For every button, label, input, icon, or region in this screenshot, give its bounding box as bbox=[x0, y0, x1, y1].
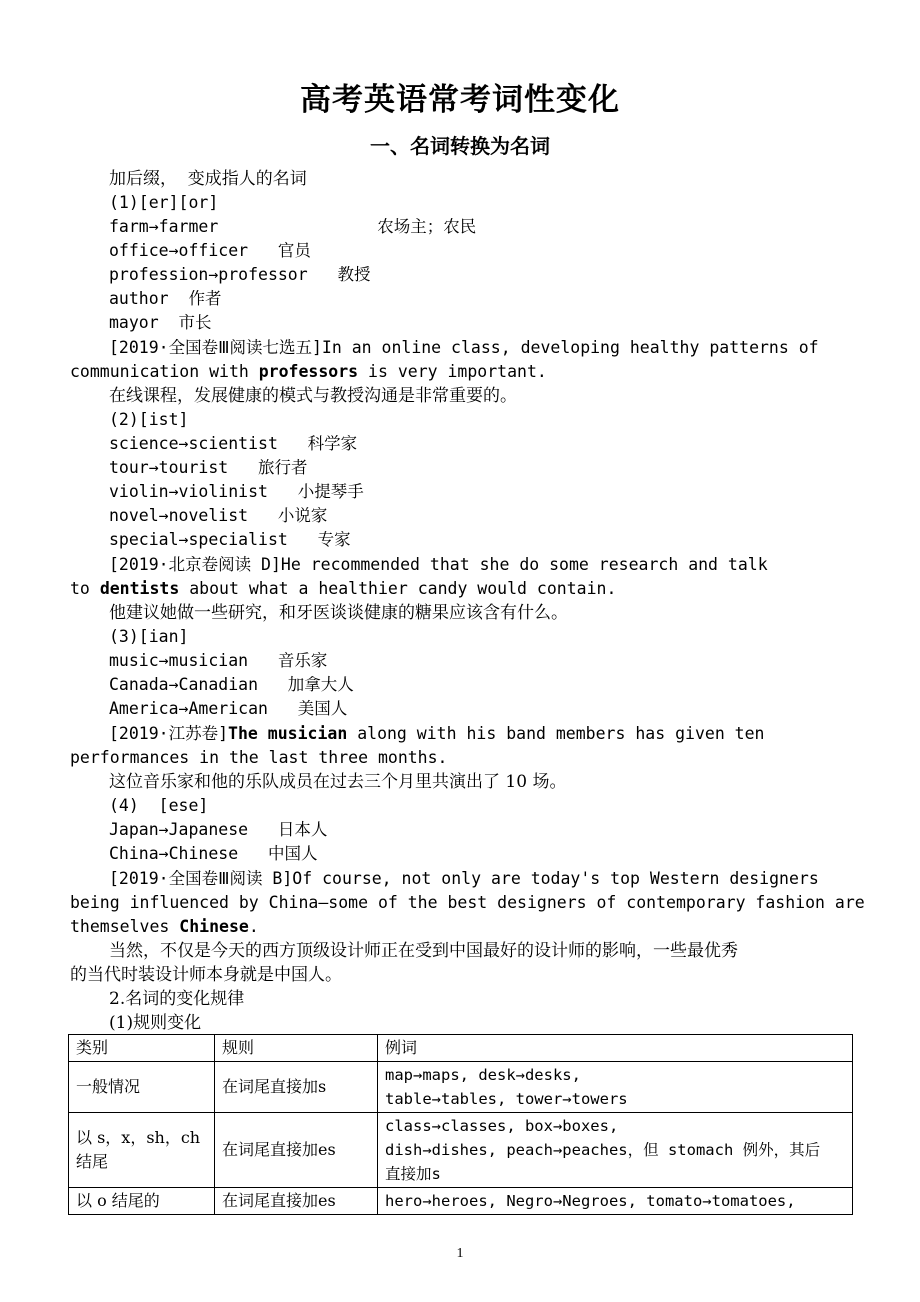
translation: 他建议她做一些研究，和牙医谈谈健康的糖果应该含有什么。 bbox=[109, 603, 568, 623]
word-line: mayor 市长 bbox=[109, 313, 212, 332]
table-cell-rule: 在词尾直接加s bbox=[215, 1062, 378, 1113]
example-sentence-cont: performances in the last three months. bbox=[70, 748, 448, 767]
word-line: Japan→Japanese 日本人 bbox=[109, 820, 328, 839]
word-line: profession→professor 教授 bbox=[109, 265, 371, 284]
highlighted-word: Chinese bbox=[179, 917, 249, 936]
example-sentence-cont: to dentists about what a healthier candy would contain. bbox=[70, 579, 617, 598]
table-cell-rule: 在词尾直接加es bbox=[215, 1188, 378, 1215]
table-header: 例词 bbox=[378, 1035, 853, 1062]
word-line: America→American 美国人 bbox=[109, 699, 348, 718]
table-row bbox=[69, 1113, 853, 1188]
word-line: special→specialist 专家 bbox=[109, 530, 351, 549]
sub4-heading: (4) [ese] bbox=[109, 796, 209, 815]
table-cell-examples: map→maps, desk→desks, table→tables, tower→towers bbox=[378, 1062, 853, 1113]
table-header-row bbox=[69, 1035, 853, 1062]
sub2-heading: (2)[ist] bbox=[109, 410, 189, 429]
part2-subheading: (1)规则变化 bbox=[109, 1013, 202, 1033]
part2-heading: 2.名词的变化规律 bbox=[109, 989, 245, 1009]
table-cell-rule: 在词尾直接加es bbox=[215, 1113, 378, 1188]
table-cell-category: 以 o 结尾的 bbox=[69, 1188, 215, 1215]
word-line: novel→novelist 小说家 bbox=[109, 506, 328, 525]
table-cell-examples: class→classes, box→boxes, dish→dishes, peach→peaches，但 stomach 例外，其后 直接加s bbox=[378, 1113, 853, 1188]
intro-text: 加后缀， 变成指人的名词 bbox=[109, 169, 307, 189]
table-row bbox=[69, 1188, 853, 1215]
example-sentence: [2019·北京卷阅读 D]He recommended that she do some research and talk bbox=[109, 555, 768, 574]
translation: 这位音乐家和他的乐队成员在过去三个月里共演出了 10 场。 bbox=[109, 772, 567, 792]
table-header: 规则 bbox=[215, 1035, 378, 1062]
table-cell-category: 一般情况 bbox=[69, 1062, 215, 1113]
translation: 在线课程，发展健康的模式与教授沟通是非常重要的。 bbox=[109, 386, 517, 406]
example-sentence-cont: being influenced by China—some of the best designers of contemporary fashion are bbox=[70, 893, 865, 912]
word-line: tour→tourist 旅行者 bbox=[109, 458, 308, 477]
translation-cont: 的当代时装设计师本身就是中国人。 bbox=[70, 965, 342, 985]
plural-rules-table bbox=[68, 1034, 853, 1215]
word-line: science→scientist 科学家 bbox=[109, 434, 358, 453]
example-sentence-cont: themselves Chinese. bbox=[70, 917, 259, 936]
translation: 当然，不仅是今天的西方顶级设计师正在受到中国最好的设计师的影响，一些最优秀 bbox=[109, 941, 738, 961]
word-line: author 作者 bbox=[109, 289, 222, 308]
sub1-heading: (1)[er][or] bbox=[109, 193, 219, 212]
highlighted-word: The musician bbox=[228, 724, 348, 743]
example-sentence: [2019·全国卷Ⅲ阅读七选五]In an online class, developing healthy patterns of bbox=[109, 338, 819, 357]
example-sentence-cont: communication with professors is very important. bbox=[70, 362, 547, 381]
highlighted-word: professors bbox=[258, 362, 359, 381]
sub3-heading: (3)[ian] bbox=[109, 627, 189, 646]
example-sentence: [2019·江苏卷]The musician along with his band members has given ten bbox=[109, 724, 765, 743]
page-number: 1 bbox=[456, 1246, 464, 1261]
table-row bbox=[69, 1062, 853, 1113]
table-header: 类别 bbox=[69, 1035, 215, 1062]
document-title: 高考英语常考词性变化 bbox=[300, 82, 620, 118]
word-line: music→musician 音乐家 bbox=[109, 651, 328, 670]
word-line: Canada→Canadian 加拿大人 bbox=[109, 675, 354, 694]
word-line: farm→farmer 农场主；农民 bbox=[109, 217, 477, 236]
word-line: China→Chinese 中国人 bbox=[109, 844, 318, 863]
table-cell-category: 以 s，x，sh，ch 结尾 bbox=[69, 1113, 215, 1188]
example-sentence: [2019·全国卷Ⅲ阅读 B]Of course, not only are today's top Western designers bbox=[109, 869, 819, 888]
word-line: violin→violinist 小提琴手 bbox=[109, 482, 364, 501]
section-title: 一、名词转换为名词 bbox=[370, 134, 550, 158]
word-line: office→officer 官员 bbox=[109, 241, 311, 260]
table-cell-examples: hero→heroes, Negro→Negroes, tomato→tomatoes, bbox=[378, 1188, 853, 1215]
highlighted-word: dentists bbox=[99, 579, 180, 598]
